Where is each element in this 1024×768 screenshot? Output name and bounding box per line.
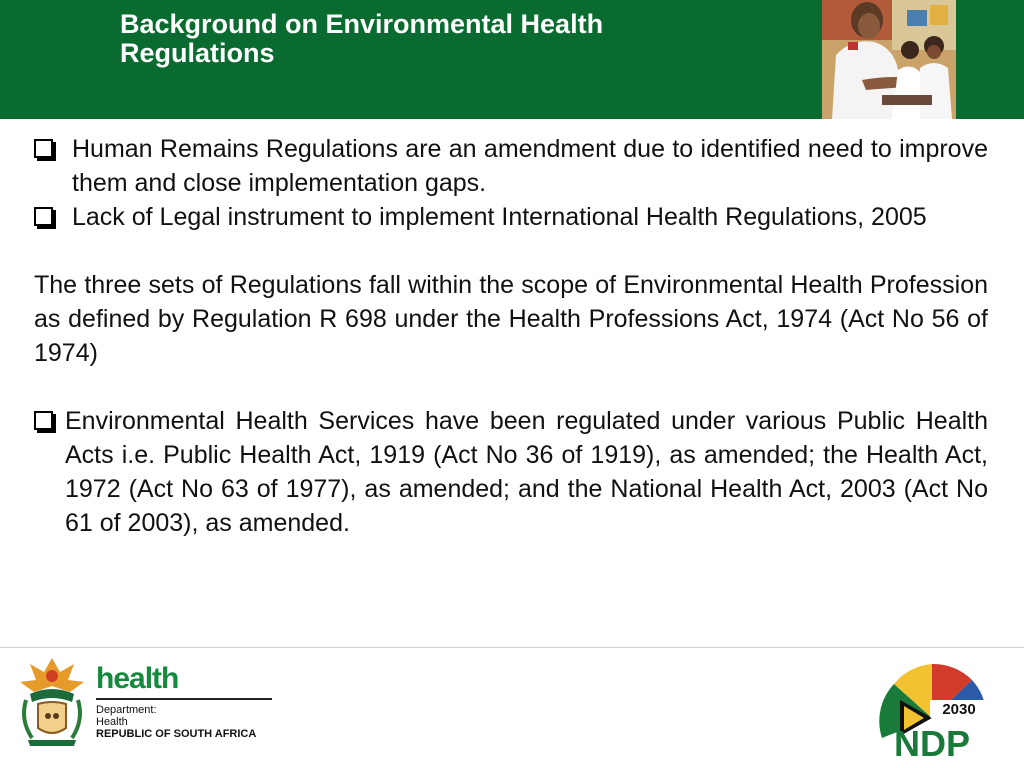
dept-name: Health xyxy=(96,716,128,728)
scope-paragraph: The three sets of Regulations fall within the scope of Environmental Health Profession as defined by Regulation R 698 under the Health Professions Act, 1974 (Act No 56 of 1974) xyxy=(34,271,988,367)
dept-label: Department: xyxy=(96,704,157,716)
bullet-item xyxy=(34,404,988,540)
checkbox-square-icon xyxy=(34,207,53,226)
health-wordmark: health xyxy=(96,662,179,695)
bullet-item xyxy=(34,200,988,234)
svg-text:NDP: NDP xyxy=(893,723,971,760)
footer-divider xyxy=(0,647,1024,648)
checkbox-square-icon xyxy=(34,411,53,430)
bullet-item xyxy=(34,132,988,200)
ndp-2030-logo xyxy=(874,660,990,760)
header-photo xyxy=(822,0,956,119)
health-department-logo xyxy=(96,662,276,741)
svg-text:2030: 2030 xyxy=(942,701,976,718)
country-name: REPUBLIC OF SOUTH AFRICA xyxy=(96,728,257,740)
south-africa-coat-of-arms-icon xyxy=(16,654,88,750)
logo-rule xyxy=(96,698,272,700)
bullet-text: Environmental Health Services have been regulated under various Public Health Acts i.e. Public Health Act, 1919 (Act No 36 of 1919), as amended; the Health Act, 1972 (Act No 63 of 1977), as amended; and the National Health Act, 2003 (Act No 61 of 2003), as amended. xyxy=(65,407,988,537)
bullet-text: Human Remains Regulations are an amendment due to identified need to improve them and close implementation gaps. xyxy=(72,135,988,197)
header-bar xyxy=(0,0,1024,119)
slide-body xyxy=(34,132,988,540)
checkbox-square-icon xyxy=(34,139,53,158)
slide-title: Background on Environmental Health Regulations xyxy=(120,9,604,68)
bullet-text: Lack of Legal instrument to implement International Health Regulations, 2005 xyxy=(72,203,927,231)
